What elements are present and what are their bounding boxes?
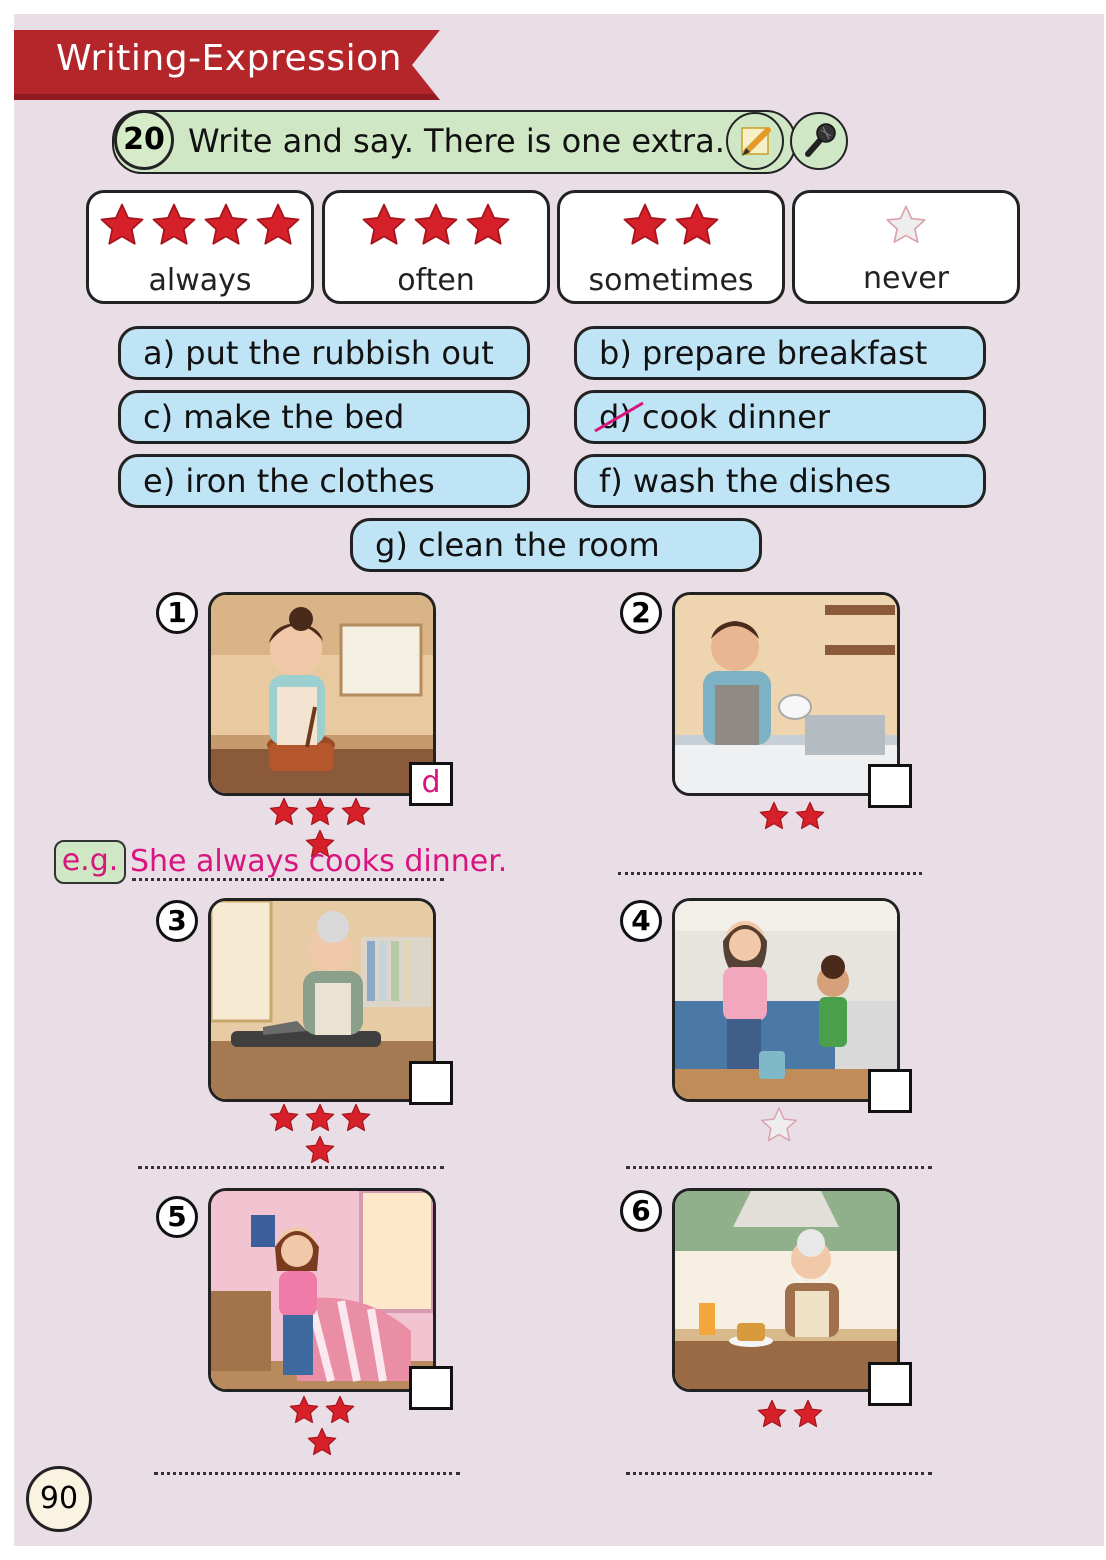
phrase-b [574, 326, 986, 380]
star-icon [758, 800, 790, 832]
frequency-card-sometimes [557, 190, 785, 304]
writing-line[interactable] [626, 1166, 932, 1169]
star-icon [268, 1102, 300, 1134]
frequency-stars [560, 201, 782, 249]
phrase-text: prepare breakfast [641, 334, 928, 372]
answer-box[interactable] [868, 1362, 912, 1406]
frequency-stars [325, 201, 547, 249]
phrase-letter: a) [143, 334, 176, 372]
phrase-letter: d) [599, 398, 632, 436]
phrase-text: make the bed [183, 398, 405, 436]
answer-box[interactable] [868, 1069, 912, 1113]
picture-number: 5 [156, 1196, 198, 1238]
frequency-label: never [862, 261, 949, 296]
answer-box[interactable] [868, 764, 912, 808]
phrase-letter: c) [143, 398, 174, 436]
picture-rubbish [672, 898, 900, 1102]
example-badge: e.g. [54, 840, 126, 884]
frequency-label: often [397, 263, 475, 298]
page-number: 90 [26, 1466, 92, 1532]
phrase-text: wash the dishes [632, 462, 892, 500]
star-icon [304, 796, 336, 828]
star-icon [621, 201, 669, 249]
picture-stars [252, 1102, 388, 1166]
phrase-text: cook dinner [641, 398, 831, 436]
empty-star-icon [884, 203, 928, 247]
instruction-text: Write and say. There is one extra. [188, 122, 725, 160]
star-icon [288, 1394, 320, 1426]
star-icon [360, 201, 408, 249]
star-icon [340, 796, 372, 828]
star-icon [254, 201, 302, 249]
star-icon [792, 1398, 824, 1430]
frequency-card-never [792, 190, 1020, 304]
picture-number: 3 [156, 900, 198, 942]
picture-number: 4 [620, 900, 662, 942]
writing-line[interactable] [626, 1472, 932, 1475]
frequency-card-always [86, 190, 314, 304]
phrase-a [118, 326, 530, 380]
phrase-c [118, 390, 530, 444]
picture-stars [738, 1398, 842, 1430]
empty-star-icon [759, 1105, 799, 1145]
picture-number: 1 [156, 592, 198, 634]
star-icon [98, 201, 146, 249]
section-title: Writing-Expression [56, 38, 402, 79]
writing-line[interactable] [154, 1472, 460, 1475]
phrase-text: put the rubbish out [185, 334, 494, 372]
star-icon [304, 1102, 336, 1134]
writing-line[interactable] [618, 872, 922, 875]
microphone-icon [790, 112, 848, 170]
writing-line [132, 878, 444, 881]
star-icon [756, 1398, 788, 1430]
picture-stars [270, 1394, 374, 1458]
picture-cooking [208, 592, 436, 796]
star-icon [324, 1394, 356, 1426]
picture-washing-dishes [672, 592, 900, 796]
phrase-g [350, 518, 762, 572]
star-icon [304, 1134, 336, 1166]
phrase-f [574, 454, 986, 508]
phrase-e [118, 454, 530, 508]
strike-mark [593, 399, 645, 435]
phrase-letter: f) [599, 462, 623, 500]
answer-box[interactable] [409, 1061, 453, 1105]
phrase-letter-crossed [599, 393, 632, 441]
answer-box[interactable] [409, 1366, 453, 1410]
picture-breakfast [672, 1188, 900, 1392]
frequency-stars [89, 201, 311, 249]
phrase-d [574, 390, 986, 444]
phrase-letter: e) [143, 462, 176, 500]
star-icon [464, 201, 512, 249]
picture-making-bed [208, 1188, 436, 1392]
star-icon [794, 800, 826, 832]
picture-stars [740, 800, 844, 832]
picture-ironing [208, 898, 436, 1102]
example-sentence: She always cooks dinner. [130, 844, 508, 879]
picture-number: 2 [620, 592, 662, 634]
answer-box[interactable]: d [409, 762, 453, 806]
star-icon [202, 201, 250, 249]
frequency-label: sometimes [588, 263, 754, 298]
picture-stars [755, 1105, 803, 1145]
frequency-stars [795, 203, 1017, 247]
star-icon [306, 1426, 338, 1458]
star-icon [150, 201, 198, 249]
frequency-label: always [148, 263, 252, 298]
star-icon [412, 201, 460, 249]
star-icon [673, 201, 721, 249]
writing-line[interactable] [138, 1166, 444, 1169]
pencil-icon [726, 112, 784, 170]
phrase-letter: g) [375, 526, 408, 564]
star-icon [268, 796, 300, 828]
exercise-number: 20 [114, 110, 174, 170]
phrase-text: clean the room [417, 526, 660, 564]
frequency-card-often [322, 190, 550, 304]
phrase-letter: b) [599, 334, 632, 372]
phrase-text: iron the clothes [185, 462, 435, 500]
star-icon [340, 1102, 372, 1134]
picture-number: 6 [620, 1190, 662, 1232]
